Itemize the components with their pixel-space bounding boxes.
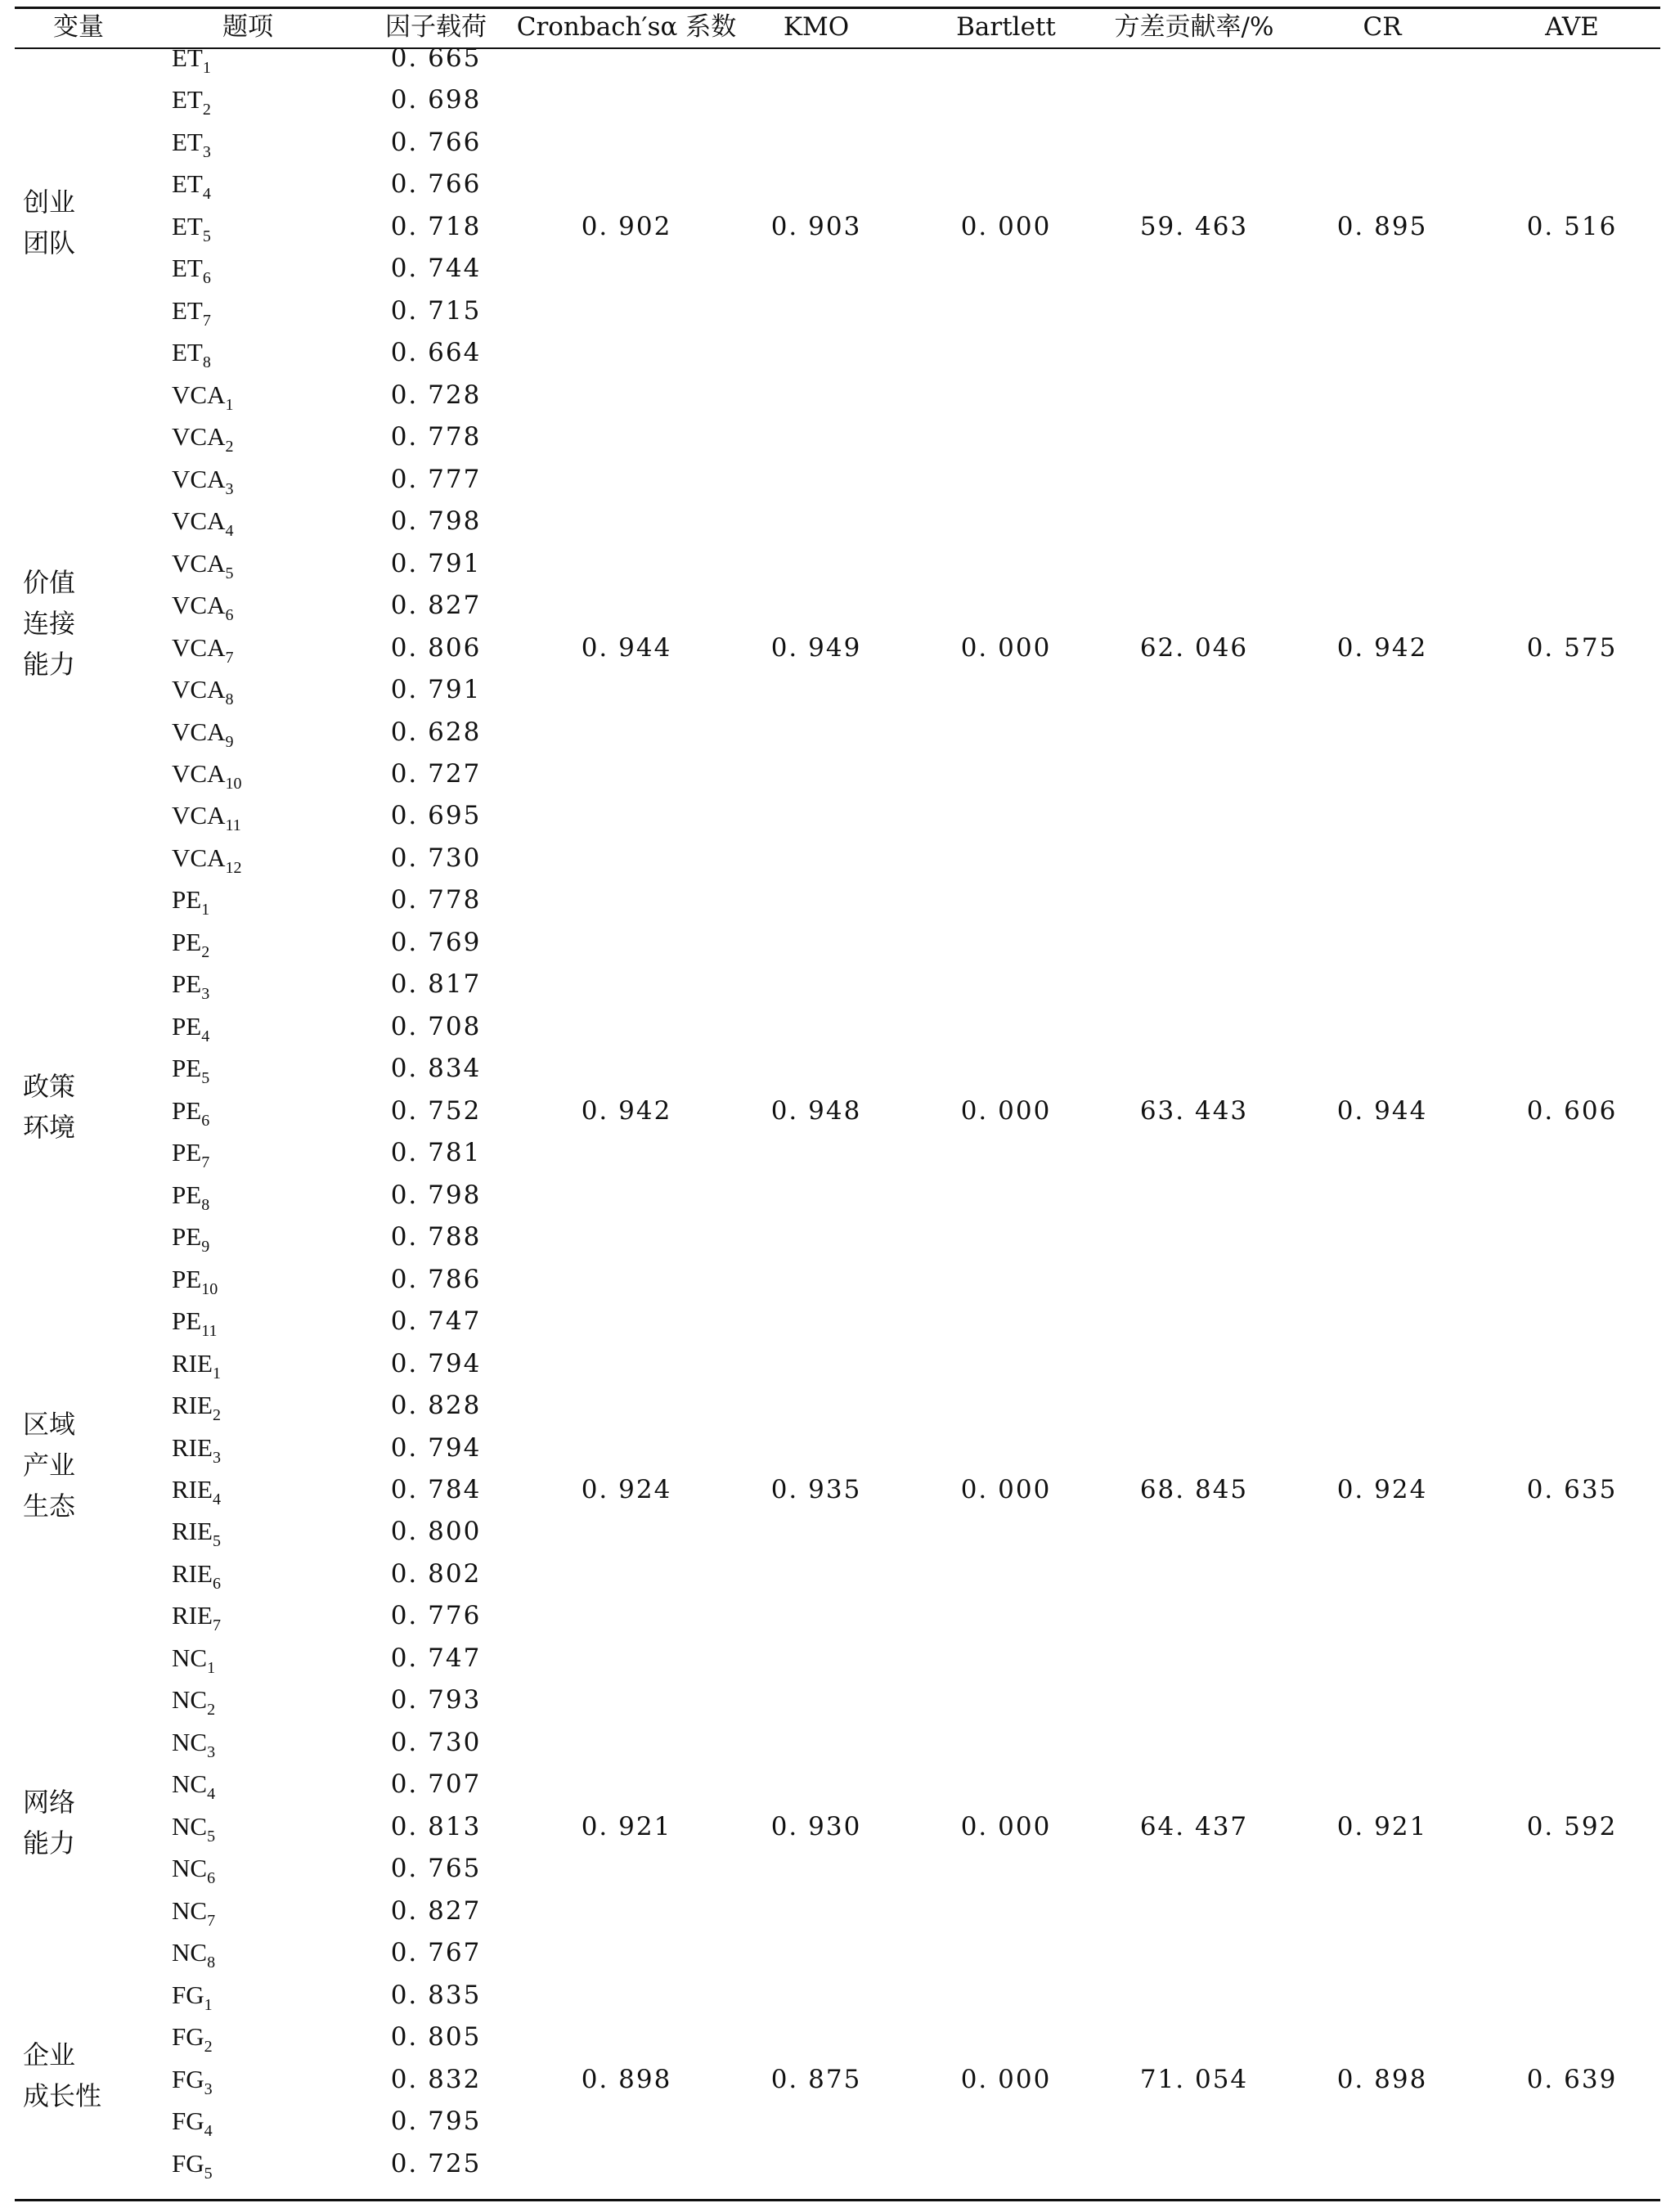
header-variance-contribution: 方差贡献率/%: [1114, 12, 1274, 42]
item-label: [172, 968, 210, 1004]
factor-loading-value: 0. 776: [390, 1601, 482, 1631]
item-label: [172, 1515, 221, 1551]
item-label: [172, 1810, 216, 1846]
item-code: NC: [172, 1727, 208, 1756]
item-code: VCA: [172, 801, 226, 830]
header-bartlett: Bartlett: [956, 12, 1056, 42]
factor-loading-value: 0. 794: [390, 1348, 482, 1378]
item-index: 11: [201, 1322, 218, 1341]
item-index: 4: [201, 1027, 210, 1045]
factor-loading-value: 0. 791: [390, 548, 482, 578]
item-label: [172, 1010, 209, 1043]
stat-ave: 0. 592: [1526, 1811, 1618, 1841]
item-code: PE: [172, 1011, 202, 1041]
item-label: [172, 1684, 216, 1720]
item-label: [172, 758, 242, 793]
factor-loading-value: 0. 715: [390, 295, 482, 326]
stat-variance-contribution: 68. 845: [1139, 1474, 1249, 1504]
item-label: [172, 83, 211, 119]
stat-cronbach-alpha: 0. 942: [581, 1095, 672, 1126]
item-label: [172, 210, 211, 243]
factor-loading-value: 0. 730: [390, 843, 482, 873]
item-index: 8: [201, 1195, 210, 1214]
item-index: 2: [225, 438, 234, 456]
factor-loading-value: 0. 802: [390, 1558, 482, 1589]
item-index: 9: [225, 732, 234, 751]
factor-loading-value: 0. 784: [390, 1474, 482, 1504]
item-label: [172, 547, 233, 580]
item-index: 3: [212, 1448, 221, 1467]
factor-loading-value: 0. 664: [390, 338, 482, 368]
factor-loading-value: 0. 730: [390, 1727, 482, 1757]
factor-loading-value: 0. 798: [390, 1180, 482, 1210]
factor-loading-value: 0. 744: [390, 254, 482, 284]
item-label: [172, 2021, 213, 2057]
stat-ave: 0. 575: [1526, 632, 1618, 663]
stat-bartlett: 0. 000: [960, 1095, 1052, 1126]
item-code: ET: [172, 43, 203, 72]
item-code: NC: [172, 1643, 208, 1672]
item-code: VCA: [172, 675, 226, 704]
header-factor-loading: 因子载荷: [385, 12, 487, 42]
item-code: VCA: [172, 758, 226, 788]
factor-loading-value: 0. 805: [390, 2022, 482, 2052]
item-index: 5: [207, 1827, 216, 1846]
item-code: VCA: [172, 464, 226, 493]
header-kmo: KMO: [783, 12, 850, 42]
item-code: RIE: [172, 1558, 213, 1588]
item-index: 4: [225, 522, 234, 541]
factor-loading-value: 0. 781: [390, 1138, 482, 1168]
item-code: VCA: [172, 506, 226, 536]
item-index: 7: [207, 1911, 216, 1930]
item-label: [172, 1768, 216, 1804]
item-code: VCA: [172, 717, 226, 746]
item-index: 10: [225, 774, 242, 793]
item-index: 1: [204, 1995, 213, 2014]
stat-bartlett: 0. 000: [960, 2064, 1052, 2094]
stat-variance-contribution: 59. 463: [1139, 211, 1249, 241]
item-code: FG: [172, 2022, 204, 2052]
stat-cronbach-alpha: 0. 924: [581, 1474, 672, 1504]
item-label: [172, 673, 234, 709]
stat-ave: 0. 606: [1526, 1095, 1618, 1126]
factor-loading-value: 0. 834: [390, 1054, 482, 1084]
item-index: 5: [204, 2164, 213, 2183]
item-code: RIE: [172, 1601, 213, 1630]
stat-cronbach-alpha: 0. 898: [581, 2064, 672, 2094]
item-index: 2: [201, 942, 210, 961]
item-index: 5: [212, 1532, 221, 1551]
item-index: 12: [225, 858, 242, 877]
item-label: [172, 2063, 213, 2096]
item-label: [172, 379, 234, 414]
stat-ave: 0. 635: [1526, 1474, 1618, 1504]
stat-ave: 0. 639: [1526, 2064, 1618, 2094]
item-index: 2: [212, 1406, 221, 1425]
item-label: [172, 420, 234, 456]
item-index: 2: [204, 2038, 213, 2057]
item-index: 6: [202, 269, 211, 288]
factor-loading-value: 0. 728: [390, 380, 482, 410]
stat-cr: 0. 942: [1336, 632, 1428, 663]
item-code: FG: [172, 2064, 204, 2093]
item-index: 8: [207, 1953, 216, 1972]
item-label: [172, 1389, 221, 1425]
item-code: PE: [172, 1264, 202, 1293]
item-index: 4: [212, 1490, 221, 1508]
item-label: [172, 463, 233, 496]
item-label: [172, 632, 234, 667]
item-index: 1: [212, 1364, 221, 1382]
factor-loading-value: 0. 777: [390, 464, 482, 494]
factor-loading-value: 0. 778: [390, 422, 482, 452]
item-label: [172, 1263, 218, 1296]
stat-cr: 0. 898: [1336, 2064, 1428, 2094]
item-index: 5: [225, 564, 234, 582]
item-label: [172, 1852, 216, 1888]
factor-loading-value: 0. 767: [390, 1938, 482, 1968]
stat-cr: 0. 924: [1336, 1474, 1428, 1504]
factor-loading-value: 0. 727: [390, 758, 482, 789]
item-code: PE: [172, 885, 202, 915]
item-code: PE: [172, 1180, 202, 1209]
stat-kmo: 0. 935: [770, 1474, 862, 1504]
item-code: ET: [172, 254, 203, 283]
item-index: 5: [201, 1069, 210, 1088]
item-index: 3: [204, 2079, 213, 2098]
factor-loading-value: 0. 788: [390, 1222, 482, 1252]
item-index: 4: [202, 185, 211, 204]
item-index: 5: [202, 227, 211, 245]
item-code: PE: [172, 927, 202, 956]
item-code: VCA: [172, 591, 226, 620]
item-index: 2: [202, 101, 211, 119]
item-index: 4: [204, 2122, 213, 2141]
factor-loading-value: 0. 747: [390, 1306, 482, 1337]
item-index: 6: [201, 1111, 210, 1130]
stat-cronbach-alpha: 0. 902: [581, 211, 672, 241]
item-code: RIE: [172, 1474, 213, 1504]
item-label: [172, 1642, 215, 1675]
item-code: ET: [172, 169, 203, 199]
item-code: ET: [172, 127, 203, 156]
factor-loading-value: 0. 827: [390, 591, 482, 621]
header-cr: CR: [1363, 12, 1402, 42]
item-label: [172, 883, 210, 919]
item-code: RIE: [172, 1432, 213, 1462]
stat-kmo: 0. 930: [770, 1811, 862, 1841]
variable-name: 网络 能力: [23, 1786, 76, 1859]
variable-name: 价值 连接 能力: [23, 566, 76, 680]
stat-cr: 0. 921: [1336, 1811, 1428, 1841]
item-label: [172, 926, 209, 959]
item-code: NC: [172, 1685, 208, 1715]
stat-kmo: 0. 949: [770, 632, 862, 663]
item-label: [172, 1052, 210, 1088]
factor-loading-value: 0. 800: [390, 1517, 482, 1547]
table-top-rule: [15, 7, 1660, 9]
factor-loading-value: 0. 766: [390, 169, 482, 200]
item-code: RIE: [172, 1517, 213, 1546]
item-index: 3: [225, 479, 234, 498]
table-bottom-rule: [15, 2199, 1660, 2201]
item-code: RIE: [172, 1348, 213, 1378]
factor-loading-value: 0. 725: [390, 2148, 482, 2178]
item-index: 2: [207, 1701, 216, 1720]
item-label: [172, 1895, 216, 1930]
factor-loading-value: 0. 707: [390, 1769, 482, 1800]
table-header-rule: [15, 47, 1660, 49]
item-label: [172, 505, 234, 541]
item-label: [172, 1305, 218, 1341]
item-label: [172, 799, 241, 835]
item-code: VCA: [172, 632, 226, 662]
item-code: ET: [172, 295, 203, 325]
item-code: FG: [172, 2148, 204, 2178]
factor-loading-value: 0. 827: [390, 1895, 482, 1926]
item-code: NC: [172, 1895, 208, 1925]
item-index: 1: [225, 395, 234, 414]
item-label: [172, 252, 211, 288]
variable-name: 创业 团队: [23, 186, 76, 259]
item-code: NC: [172, 1938, 208, 1967]
item-label: [172, 1095, 210, 1130]
item-index: 8: [225, 690, 234, 709]
item-code: PE: [172, 1222, 202, 1252]
item-index: 4: [207, 1785, 216, 1804]
factor-loading-value: 0. 778: [390, 885, 482, 915]
item-index: 7: [212, 1616, 221, 1635]
item-label: [172, 1558, 221, 1593]
factor-loading-value: 0. 747: [390, 1643, 482, 1673]
header-ave: AVE: [1545, 12, 1599, 42]
factor-loading-value: 0. 795: [390, 2106, 482, 2137]
item-index: 3: [207, 1742, 216, 1761]
item-label: [172, 1136, 210, 1172]
stat-bartlett: 0. 000: [960, 1811, 1052, 1841]
factor-loading-value: 0. 793: [390, 1685, 482, 1715]
stat-cronbach-alpha: 0. 944: [581, 632, 672, 663]
header-item: 题项: [222, 12, 273, 42]
item-code: ET: [172, 211, 203, 241]
factor-loading-value: 0. 791: [390, 675, 482, 705]
item-index: 1: [207, 1658, 216, 1677]
item-code: FG: [172, 2106, 204, 2136]
factor-loading-value: 0. 628: [390, 717, 482, 747]
factor-loading-value: 0. 786: [390, 1264, 482, 1294]
item-index: 7: [201, 1153, 210, 1172]
item-index: 6: [207, 1869, 216, 1888]
item-index: 1: [201, 901, 210, 919]
item-label: [172, 1473, 221, 1506]
header-variable: 变量: [53, 12, 104, 42]
stat-kmo: 0. 903: [770, 211, 862, 241]
factor-loading-value: 0. 794: [390, 1432, 482, 1463]
item-label: [172, 1599, 221, 1635]
stat-variance-contribution: 64. 437: [1139, 1811, 1249, 1841]
item-index: 6: [212, 1574, 221, 1593]
item-label: [172, 1347, 221, 1380]
stat-cr: 0. 944: [1336, 1095, 1428, 1126]
stat-bartlett: 0. 000: [960, 632, 1052, 663]
item-code: RIE: [172, 1391, 213, 1420]
stat-ave: 0. 516: [1526, 211, 1618, 241]
item-label: [172, 42, 211, 77]
stat-variance-contribution: 63. 443: [1139, 1095, 1249, 1126]
factor-loading-value: 0. 813: [390, 1811, 482, 1841]
factor-loading-value: 0. 708: [390, 1011, 482, 1041]
factor-loading-value: 0. 817: [390, 969, 482, 1000]
item-code: PE: [172, 1095, 202, 1125]
item-code: PE: [172, 1138, 202, 1167]
stat-kmo: 0. 948: [770, 1095, 862, 1126]
item-label: [172, 1179, 209, 1212]
item-label: [172, 1936, 216, 1972]
factor-loading-value: 0. 698: [390, 85, 482, 115]
factor-loading-value: 0. 665: [390, 43, 482, 73]
item-code: PE: [172, 969, 202, 999]
factor-loading-value: 0. 828: [390, 1391, 482, 1421]
item-index: 6: [225, 606, 234, 625]
item-code: NC: [172, 1769, 208, 1799]
factor-loading-value: 0. 832: [390, 2064, 482, 2094]
variable-name: 政策 环境: [23, 1070, 76, 1143]
item-code: PE: [172, 1054, 202, 1083]
factor-loading-value: 0. 835: [390, 1980, 482, 2010]
item-index: 10: [201, 1279, 218, 1298]
factor-loading-value: 0. 718: [390, 211, 482, 241]
item-index: 1: [202, 59, 211, 77]
stat-cr: 0. 895: [1336, 211, 1428, 241]
item-label: [172, 1432, 221, 1467]
stat-bartlett: 0. 000: [960, 211, 1052, 241]
item-code: VCA: [172, 548, 226, 578]
item-index: 3: [202, 142, 211, 161]
item-label: [172, 2105, 213, 2141]
item-code: PE: [172, 1306, 202, 1336]
item-label: [172, 1726, 215, 1759]
factor-loading-value: 0. 752: [390, 1095, 482, 1126]
variable-name: 区域 产业 生态: [23, 1408, 76, 1522]
header-cronbach-alpha: Cronbach′sα 系数: [516, 12, 737, 42]
item-index: 7: [225, 648, 234, 667]
stat-bartlett: 0. 000: [960, 1474, 1052, 1504]
item-label: [172, 294, 211, 330]
item-label: [172, 716, 233, 749]
factor-loading-value: 0. 765: [390, 1854, 482, 1884]
item-index: 9: [201, 1238, 210, 1257]
item-label: [172, 1221, 210, 1257]
item-label: [172, 336, 211, 372]
item-label: [172, 126, 211, 159]
item-code: VCA: [172, 843, 226, 872]
item-index: 7: [202, 311, 211, 330]
item-label: [172, 2147, 213, 2183]
item-index: 3: [201, 985, 210, 1004]
item-label: [172, 589, 234, 625]
factor-loading-value: 0. 769: [390, 927, 482, 957]
item-index: 8: [202, 353, 211, 372]
item-code: ET: [172, 85, 203, 115]
item-index: 11: [225, 816, 241, 835]
item-code: ET: [172, 338, 203, 367]
variable-name: 企业 成长性: [23, 2039, 102, 2111]
item-label: [172, 1979, 213, 2012]
stat-variance-contribution: 62. 046: [1139, 632, 1249, 663]
factor-loading-value: 0. 798: [390, 506, 482, 537]
item-code: NC: [172, 1854, 208, 1883]
item-code: VCA: [172, 380, 226, 409]
item-label: [172, 168, 211, 204]
item-code: NC: [172, 1811, 208, 1841]
factor-loading-value: 0. 766: [390, 127, 482, 157]
stat-cronbach-alpha: 0. 921: [581, 1811, 672, 1841]
item-code: VCA: [172, 422, 226, 452]
item-code: FG: [172, 1980, 204, 2009]
factor-loading-value: 0. 806: [390, 632, 482, 663]
item-label: [172, 842, 242, 877]
factor-loading-value: 0. 695: [390, 801, 482, 831]
stat-kmo: 0. 875: [770, 2064, 862, 2094]
stat-variance-contribution: 71. 054: [1139, 2064, 1249, 2094]
